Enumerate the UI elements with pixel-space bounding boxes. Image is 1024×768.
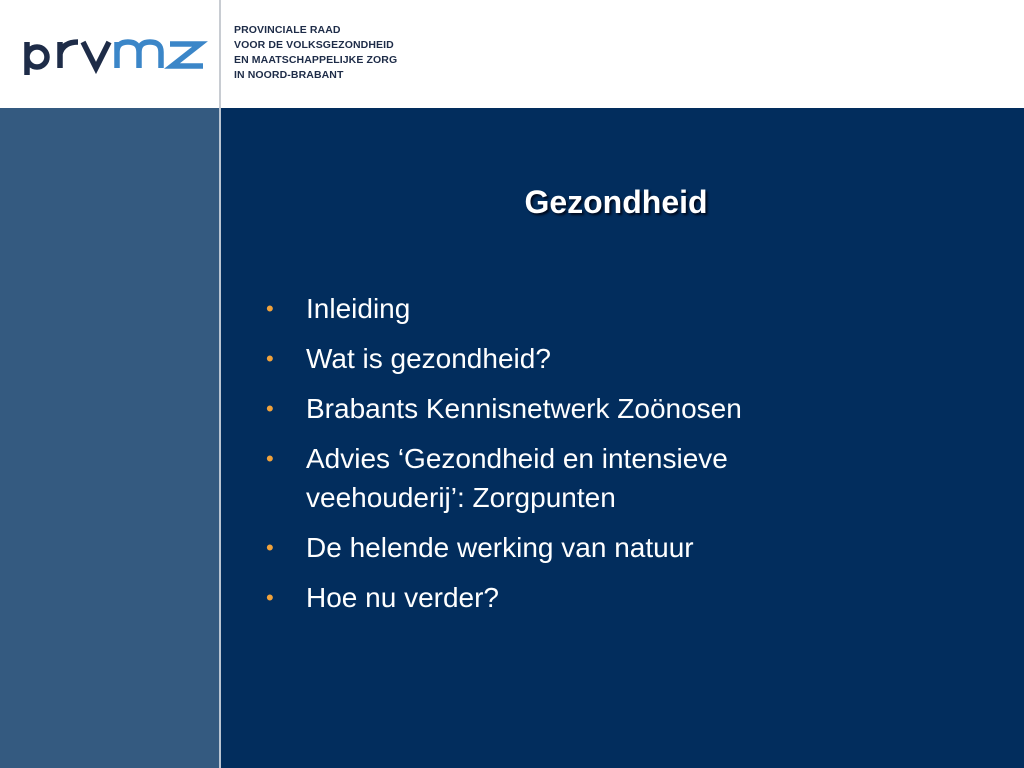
org-name-line: PROVINCIALE RAAD [234,24,341,36]
bullet-item [266,339,866,378]
bullet-text: Hoe nu verder? [306,582,500,613]
org-name-line: EN MAATSCHAPPELIJKE ZORG [234,54,398,66]
organization-name [234,23,397,83]
bullet-text: Advies ‘Gezondheid en intensieve veehouderij’: Zorgpunten [306,443,728,513]
bullet-text: Inleiding [306,293,411,324]
bullet-icon: • [266,446,274,471]
bullet-item [266,528,866,567]
bullet-item [266,439,866,517]
bullet-list [266,289,866,628]
slide-content-area [221,108,1024,768]
bullet-item [266,578,866,617]
header-bar [0,0,1024,108]
prvmz-logo [22,32,208,76]
bullet-text: Wat is gezondheid? [306,343,551,374]
left-sidebar-panel [0,108,219,768]
bullet-icon: • [266,535,274,560]
bullet-text: De helende werking van natuur [306,532,694,563]
bullet-item [266,289,866,328]
org-name-line: VOOR DE VOLKSGEZONDHEID [234,39,394,51]
bullet-icon: • [266,585,274,610]
header-divider [219,0,221,108]
bullet-icon: • [266,396,274,421]
bullet-icon: • [266,346,274,371]
org-name-line: IN NOORD-BRABANT [234,69,344,81]
bullet-icon: • [266,296,274,321]
slide-title: Gezondheid [524,184,708,220]
bullet-text: Brabants Kennisnetwerk Zoönosen [306,393,742,424]
bullet-item [266,389,866,428]
